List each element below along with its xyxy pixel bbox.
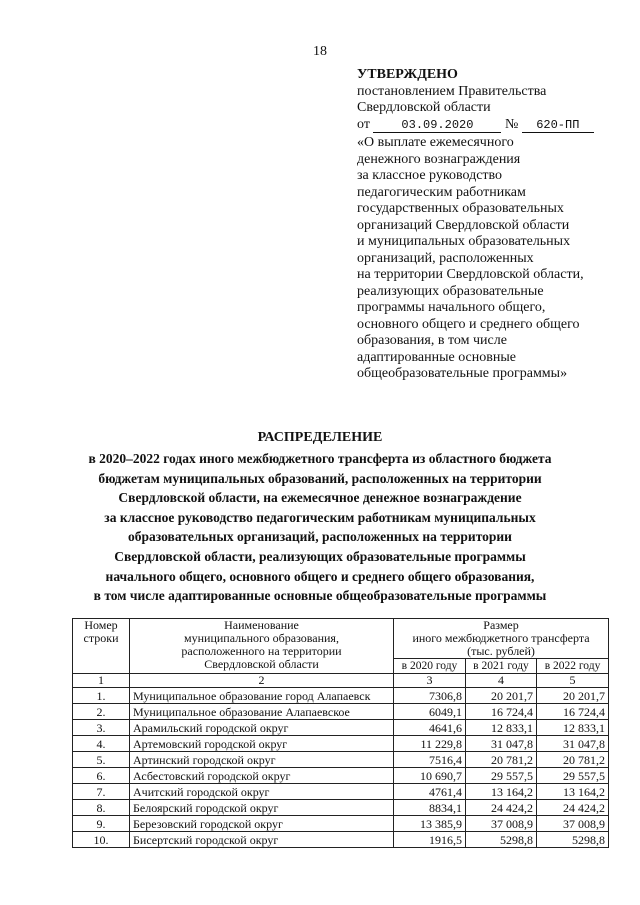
subtitle-line: Свердловской области, реализующих образовательные программы — [114, 548, 526, 564]
municipality-name: Белоярский городской округ — [130, 800, 394, 816]
table-row — [73, 832, 609, 848]
subtitle-line: Свердловской области, на ежемесячное денежное вознаграждение — [118, 490, 522, 506]
date-prefix: от — [357, 116, 370, 132]
value-2022: 20 781,2 — [537, 752, 609, 768]
header-row — [73, 619, 609, 659]
decree-title-line: организаций Свердловской области — [357, 217, 570, 233]
table-row — [73, 688, 609, 704]
subtitle-line: бюджетам муниципальных образований, расположенных на территории — [98, 470, 542, 486]
municipality-name: Асбестовский городской округ — [130, 768, 394, 784]
value-2022: 31 047,8 — [537, 736, 609, 752]
decree-number: 620-ПП — [522, 118, 594, 133]
value-2021: 24 424,2 — [466, 800, 537, 816]
decree-title-line: «О выплате ежемесячного — [357, 135, 514, 150]
value-2022: 13 164,2 — [537, 784, 609, 800]
row-number: 5. — [73, 752, 130, 768]
table-row — [73, 720, 609, 736]
header-text: Номер — [84, 618, 118, 632]
value-2021: 29 557,5 — [466, 768, 537, 784]
header-name — [130, 619, 394, 674]
decree-title — [357, 135, 627, 383]
decree-title-line: и муниципальных образовательных — [357, 234, 571, 249]
subtitle-line: в том числе адаптированные основные общеобразовательные программы — [93, 588, 547, 604]
page-number: 18 — [313, 44, 327, 59]
decree-title-line: за классное руководство — [357, 168, 503, 183]
decree-title-line: денежного вознаграждения — [357, 151, 521, 167]
value-2021: 5298,8 — [466, 832, 537, 848]
municipality-name: Артинский городской округ — [130, 752, 394, 768]
row-number: 1. — [73, 688, 130, 704]
approval-block — [357, 67, 627, 383]
value-2021: 20 201,7 — [466, 688, 537, 704]
decree-title-line: организаций, расположенных — [357, 250, 534, 266]
municipality-name: Артемовский городской округ — [130, 736, 394, 752]
municipality-name: Муниципальное образование Алапаевское — [130, 704, 394, 720]
distribution-table — [72, 618, 609, 848]
row-number: 4. — [73, 736, 130, 752]
column-number: 2 — [130, 674, 394, 688]
value-2021: 31 047,8 — [466, 736, 537, 752]
decree-title-line: реализующих образовательные — [357, 283, 544, 299]
decree-title-line: программы начального общего, — [357, 300, 546, 315]
document-subtitle — [40, 449, 600, 606]
value-2020: 11 229,8 — [394, 736, 466, 752]
value-2022: 16 724,4 — [537, 704, 609, 720]
header-text: Наименование — [224, 618, 299, 632]
municipality-name: Арамильский городской округ — [130, 720, 394, 736]
value-2020: 6049,1 — [394, 704, 466, 720]
header-year-2021: в 2021 году — [466, 659, 537, 674]
decree-title-line: образования, в том числе — [357, 333, 507, 348]
header-text: иного межбюджетного трансферта — [412, 631, 590, 645]
value-2020: 10 690,7 — [394, 768, 466, 784]
value-2021: 12 833,1 — [466, 720, 537, 736]
header-text: строки — [83, 631, 119, 645]
municipality-name: Муниципальное образование город Алапаевск — [130, 688, 394, 704]
value-2020: 4761,4 — [394, 784, 466, 800]
value-2020: 1916,5 — [394, 832, 466, 848]
value-2020: 7516,4 — [394, 752, 466, 768]
value-2022: 37 008,9 — [537, 816, 609, 832]
column-number-row — [73, 674, 609, 688]
subtitle-line: образовательных организаций, расположенных на территории — [128, 529, 512, 545]
decree-title-line: на территории Свердловской области, — [357, 267, 584, 282]
row-number: 9. — [73, 816, 130, 832]
municipality-name: Бисертский городской округ — [130, 832, 394, 848]
header-size — [394, 619, 609, 659]
header-year-2020: в 2020 году — [394, 659, 466, 674]
value-2020: 4641,6 — [394, 720, 466, 736]
value-2022: 20 201,7 — [537, 688, 609, 704]
number-prefix: № — [504, 116, 519, 132]
approval-line: постановлением Правительства — [357, 83, 547, 99]
value-2020: 8834,1 — [394, 800, 466, 816]
approval-heading: УТВЕРЖДЕНО — [357, 67, 458, 82]
column-number: 4 — [466, 674, 537, 688]
value-2020: 13 385,9 — [394, 816, 466, 832]
value-2021: 13 164,2 — [466, 784, 537, 800]
decree-title-line: государственных образовательных — [357, 201, 564, 216]
subtitle-line: начального общего, основного общего и среднего общего образования, — [105, 568, 535, 584]
subtitle-line: за классное руководство педагогическим работникам муниципальных — [104, 509, 536, 525]
approval-line: Свердловской области — [357, 100, 491, 115]
header-text: расположенного на территории — [181, 644, 342, 658]
row-number: 3. — [73, 720, 130, 736]
header-text: Свердловской области — [204, 657, 319, 671]
column-number: 1 — [73, 674, 130, 688]
table-row — [73, 800, 609, 816]
municipality-name: Березовский городской округ — [130, 816, 394, 832]
table-row — [73, 752, 609, 768]
table-row — [73, 784, 609, 800]
value-2022: 24 424,2 — [537, 800, 609, 816]
row-number: 8. — [73, 800, 130, 816]
value-2022: 5298,8 — [537, 832, 609, 848]
row-number: 10. — [73, 832, 130, 848]
value-2022: 12 833,1 — [537, 720, 609, 736]
table-row — [73, 704, 609, 720]
value-2021: 20 781,2 — [466, 752, 537, 768]
header-text: (тыс. рублей) — [467, 644, 535, 658]
subtitle-line: в 2020–2022 годах иного межбюджетного трансферта из областного бюджета — [88, 451, 552, 466]
document-title: РАСПРЕДЕЛЕНИЕ — [257, 430, 383, 445]
value-2022: 29 557,5 — [537, 768, 609, 784]
decree-title-line: общеобразовательные программы» — [357, 366, 568, 381]
decree-title-line: педагогическим работникам — [357, 184, 526, 200]
decree-title-line: адаптированные основные — [357, 349, 516, 365]
value-2021: 16 724,4 — [466, 704, 537, 720]
table-row — [73, 816, 609, 832]
column-number: 5 — [537, 674, 609, 688]
row-number: 7. — [73, 784, 130, 800]
approval-date-row — [357, 117, 627, 134]
row-number: 2. — [73, 704, 130, 720]
value-2021: 37 008,9 — [466, 816, 537, 832]
table-row — [73, 768, 609, 784]
table-row — [73, 736, 609, 752]
header-text: муниципального образования, — [184, 631, 339, 645]
decree-title-line: основного общего и среднего общего — [357, 316, 580, 332]
header-text: Размер — [483, 618, 519, 632]
decree-date: 03.09.2020 — [373, 118, 501, 133]
municipality-name: Ачитский городской округ — [130, 784, 394, 800]
column-number: 3 — [394, 674, 466, 688]
header-year-2022: в 2022 году — [537, 659, 609, 674]
value-2020: 7306,8 — [394, 688, 466, 704]
header-row-number — [73, 619, 130, 674]
row-number: 6. — [73, 768, 130, 784]
